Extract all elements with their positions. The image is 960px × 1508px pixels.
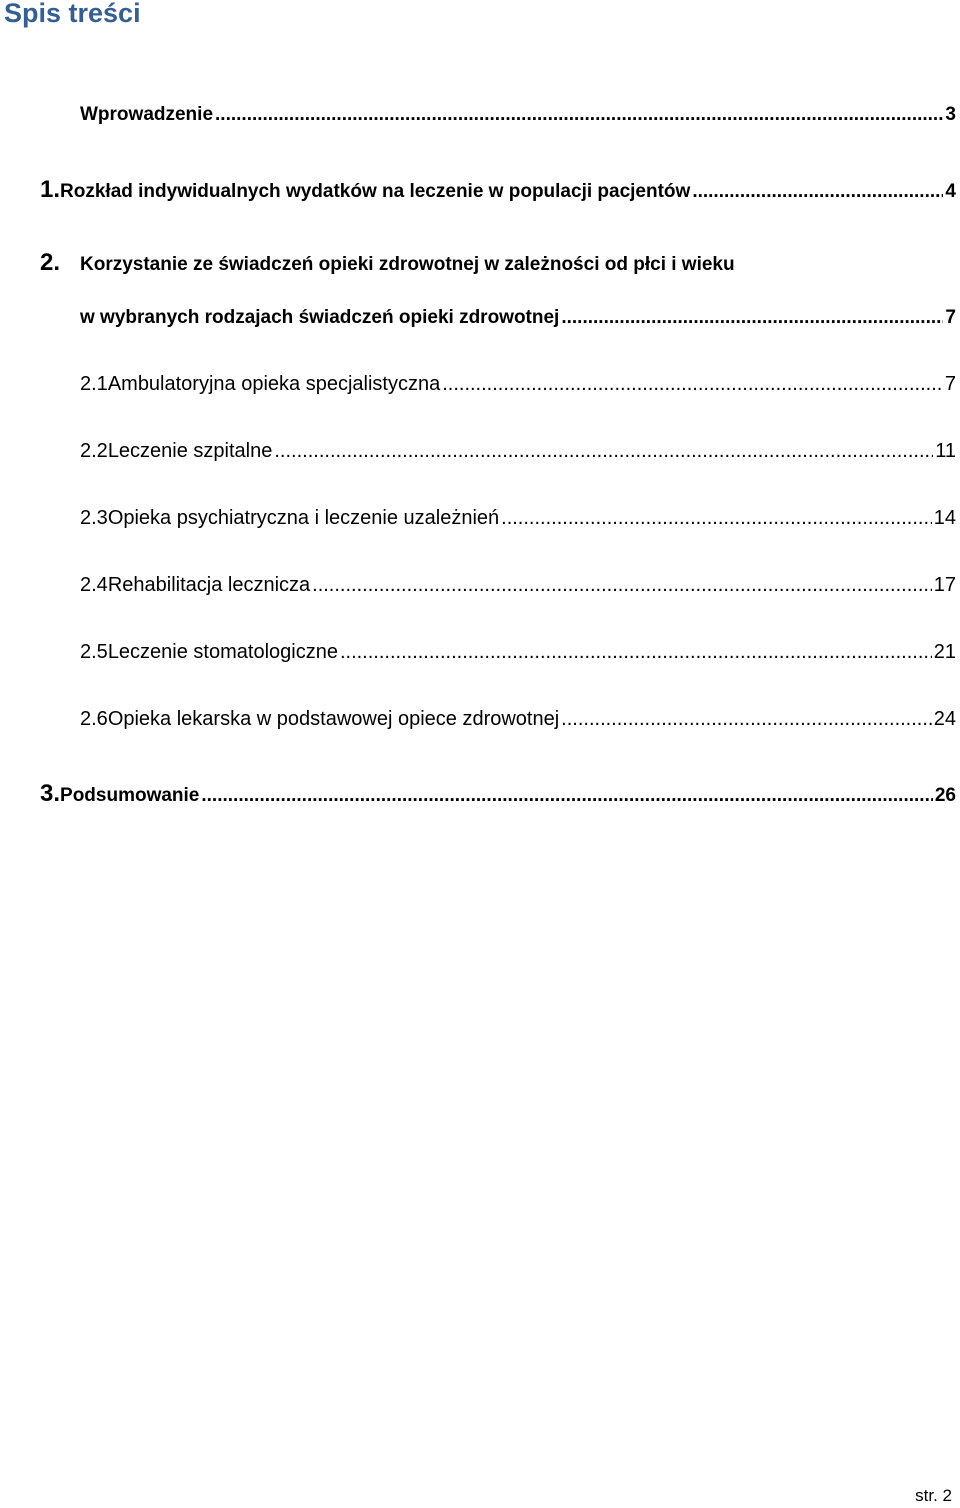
toc-leader bbox=[501, 507, 932, 530]
toc-entry-number: 2. bbox=[40, 249, 61, 276]
toc-leader bbox=[201, 785, 932, 807]
toc-page-number: 7 bbox=[944, 373, 956, 395]
toc-leader bbox=[340, 641, 932, 664]
toc-entry-2-3[interactable] bbox=[80, 507, 956, 530]
toc-leader bbox=[692, 181, 943, 203]
page-title: Spis treści bbox=[4, 0, 141, 28]
page-number-footer: str. 2 bbox=[915, 1486, 952, 1505]
toc-page-number: 17 bbox=[933, 574, 956, 596]
toc-entry-text: Wprowadzenie bbox=[80, 104, 214, 125]
toc-entry-text: Korzystanie ze świadczeń opieki zdrowotnej w zależności od płci i wieku bbox=[80, 254, 735, 275]
toc-leader bbox=[274, 440, 933, 463]
toc-page-number: 14 bbox=[933, 507, 956, 529]
toc-entry-text: Rozkład indywidualnych wydatków na leczenie w populacji pacjentów bbox=[60, 181, 691, 202]
toc-entry-text: Ambulatoryjna opieka specjalistyczna bbox=[107, 373, 441, 395]
toc-entry-number: 2.4 bbox=[80, 574, 108, 596]
toc-entry-number: 3. bbox=[40, 780, 61, 807]
toc-page-number: 11 bbox=[935, 440, 956, 462]
toc-entry-number: 1. bbox=[40, 176, 61, 203]
toc-page-number: 3 bbox=[945, 104, 956, 125]
toc-entry-text: Podsumowanie bbox=[60, 785, 200, 806]
toc-entry-number: 2.5 bbox=[80, 641, 108, 663]
toc-entry-number: 2.1 bbox=[80, 373, 108, 395]
toc-entry-wprowadzenie[interactable] bbox=[80, 104, 956, 126]
toc-page-number: 24 bbox=[933, 708, 956, 730]
toc-entry-text: Leczenie stomatologiczne bbox=[107, 641, 338, 663]
toc-leader bbox=[561, 307, 943, 329]
toc-entry-text: Opieka psychiatryczna i leczenie uzależnień bbox=[107, 507, 500, 529]
toc-leader bbox=[442, 373, 943, 396]
toc-page-number: 4 bbox=[945, 181, 956, 202]
toc-leader bbox=[215, 104, 943, 126]
toc-entry-number: 2.2 bbox=[80, 440, 108, 462]
toc-leader bbox=[561, 708, 932, 731]
toc-entry-text: Leczenie szpitalne bbox=[107, 440, 273, 462]
toc-entry-2-6[interactable] bbox=[80, 708, 956, 731]
toc-entry-2-2[interactable] bbox=[80, 440, 956, 463]
toc-entry-text: Rehabilitacja lecznicza bbox=[107, 574, 311, 596]
toc-entry-chapter-3[interactable] bbox=[40, 780, 956, 808]
toc-page-number: 21 bbox=[933, 641, 956, 663]
toc-page-number: 26 bbox=[934, 785, 956, 806]
toc-entry-2-1[interactable] bbox=[80, 373, 956, 396]
toc-entry-chapter-2[interactable] bbox=[40, 249, 956, 277]
toc-entry-chapter-2-continued[interactable] bbox=[80, 307, 956, 329]
toc-entry-chapter-1[interactable] bbox=[40, 176, 956, 204]
toc-entry-text: w wybranych rodzajach świadczeń opieki zdrowotnej bbox=[80, 307, 560, 328]
toc-entry-2-4[interactable] bbox=[80, 574, 956, 597]
toc-entry-text: Opieka lekarska w podstawowej opiece zdrowotnej bbox=[107, 708, 560, 730]
toc-entry-number: 2.6 bbox=[80, 708, 108, 730]
toc-leader bbox=[312, 574, 932, 597]
toc-page-number: 7 bbox=[945, 307, 956, 328]
toc-entry-2-5[interactable] bbox=[80, 641, 956, 664]
toc-entry-number: 2.3 bbox=[80, 507, 108, 529]
